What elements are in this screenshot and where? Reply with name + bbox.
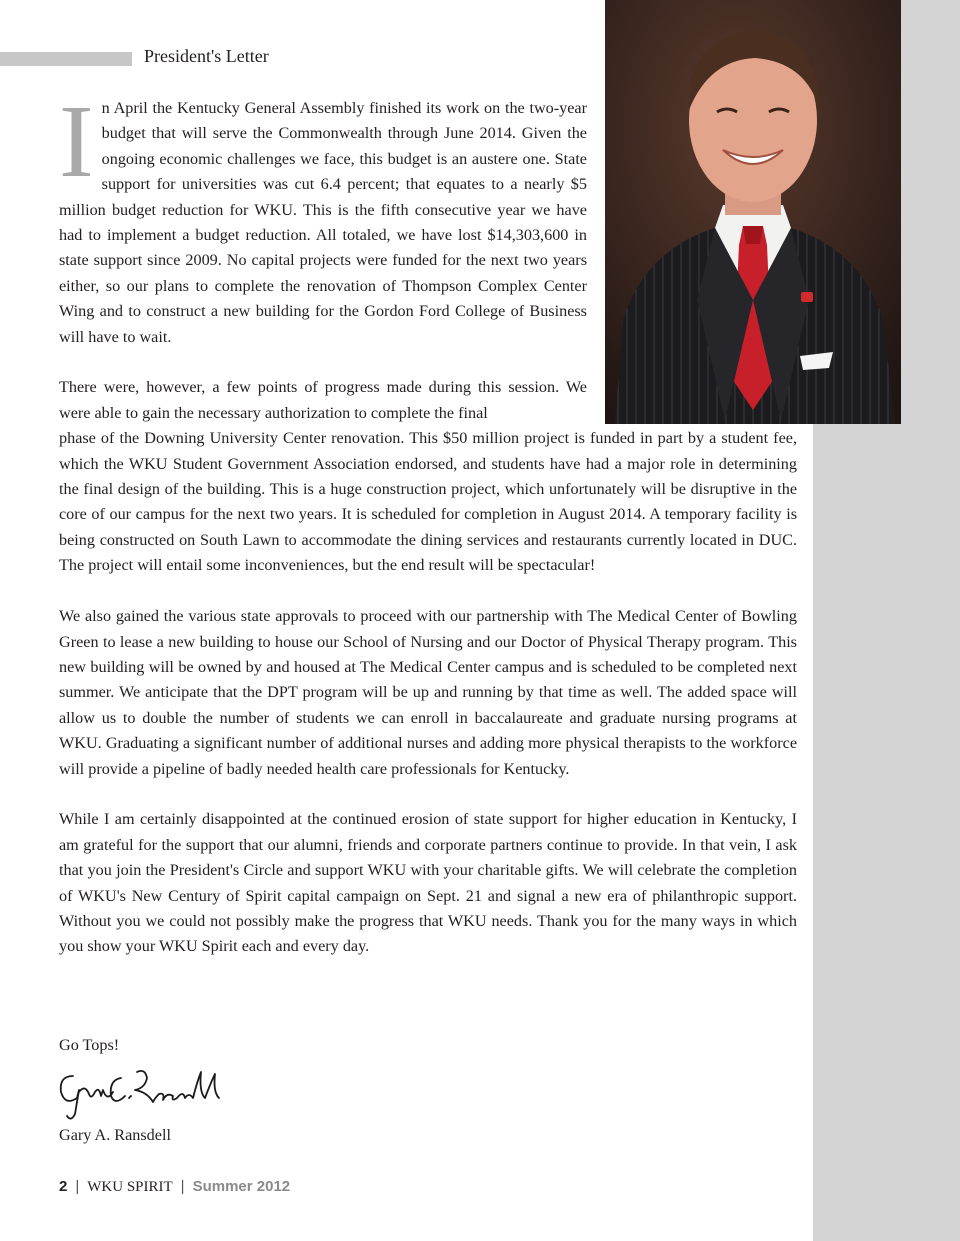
paragraph-2-lead: There were, however, a few points of progress made during this session. We were able to gain the necessary authorization to complete the final [59, 378, 587, 422]
drop-cap: I [59, 84, 94, 199]
signer-name: Gary A. Ransdell [59, 1126, 171, 1144]
page-footer [59, 1178, 290, 1196]
letter-body [59, 84, 797, 985]
signature [55, 1062, 225, 1122]
page-number: 2 [59, 1178, 68, 1195]
section-label: President's Letter [144, 46, 269, 66]
paragraph-4: While I am certainly disappointed at the continued erosion of state support for higher education in Kentucky, I am grateful for the support that our alumni, friends and corporate partners continue to provide. In that vein, I ask that you join the President's Circle and support WKU with your charitable gifts. We will celebrate the completion of WKU's New Century of Spirit capital campaign on Sept. 21 and signal a new era of philanthropic support. Without you we could not possibly make the progress that WKU needs. Thank you for the many ways in which you show your WKU Spirit each and every day. [59, 810, 797, 956]
issue-date: Summer 2012 [192, 1178, 291, 1195]
paragraph-3: We also gained the various state approvals to proceed with our partnership with The Medical Center of Bowling Green to lease a new building to house our School of Nursing and our Doctor of Physical Therapy program. This new building will be owned by and housed at The Medical Center campus and is scheduled to be completed next summer. We anticipate that the DPT program will be up and running by that time as well. The added space will allow us to double the number of students we can enroll in baccalaureate and graduate nursing programs at WKU. Graduating a significant number of additional nurses and adding more physical therapists to the workforce will provide a pipeline of badly needed health care professionals for Kentucky. [59, 607, 797, 778]
paragraph-2 [59, 375, 797, 578]
header-bar [0, 52, 132, 66]
paragraph-2-text: phase of the Downing University Center renovation. This $50 million project is funded in part by a student fee, which the WKU Student Government Association endorsed, and students have had a major role in determining the final design of the building. This is a huge construction project, which unfortunately will be disruptive in the core of our campus for the next two years. It is scheduled for completion in August 2014. A temporary facility is being constructed on South Lawn to accommodate the dining services and restaurants currently located in DUC. The project will entail some inconveniences, but the end result will be spectacular! [59, 429, 797, 575]
closing: Go Tops! [59, 1036, 120, 1054]
paragraph-1 [59, 84, 587, 350]
magazine-name: WKU SPIRIT [87, 1179, 173, 1195]
footer-separator: | [75, 1178, 80, 1195]
footer-separator: | [180, 1178, 185, 1195]
paragraph-1-text: n April the Kentucky General Assembly finished its work on the two-year budget that will serve the Commonwealth through June 2014. Given the ongoing economic challenges we face, this budget is an austere one. State support for universities was cut 6.4 percent; that equates to a nearly $5 million budget reduction for WKU. This is the fifth consecutive year we have had to implement a budget reduction. All totaled, we have lost $14,303,600 in state support since 2009. No capital projects were funded for the next two years either, so our plans to complete the renovation of Thompson Complex Center Wing and to construct a new building for the Gordon Ford College of Business will have to wait. [59, 99, 587, 346]
